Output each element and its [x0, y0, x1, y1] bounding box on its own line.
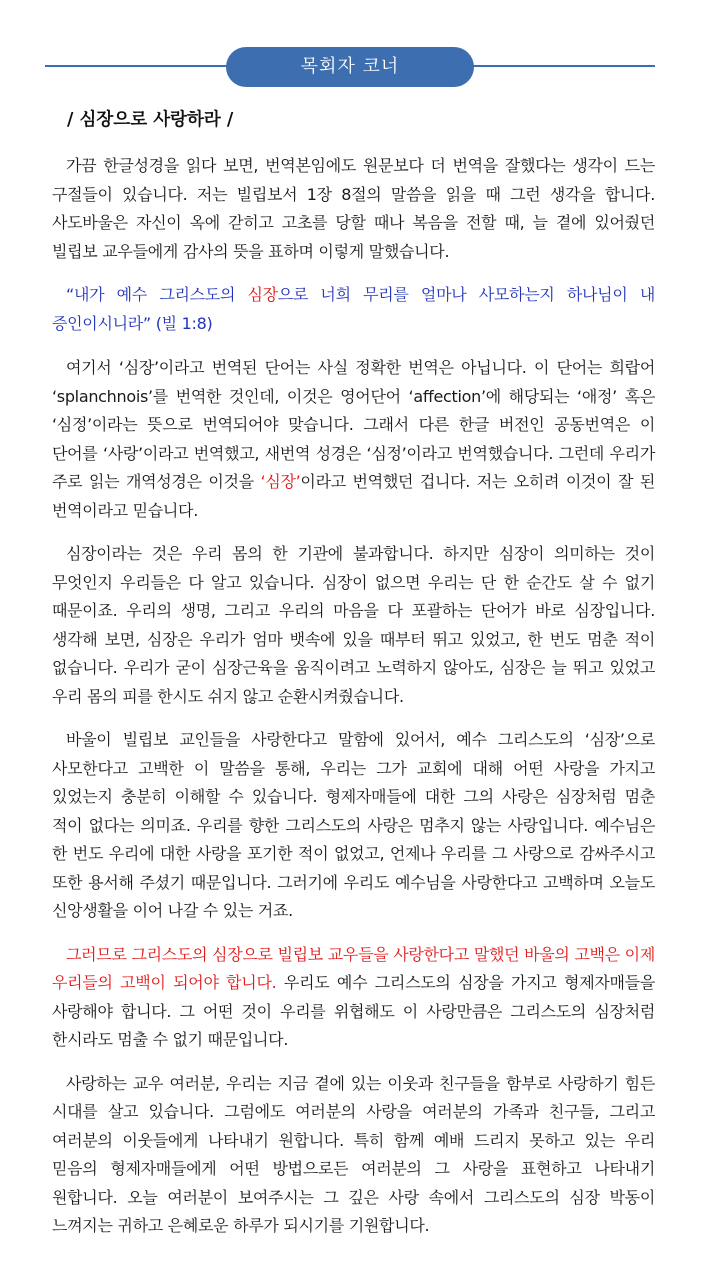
sermon-title: / 심장으로 사랑하라 / — [67, 110, 234, 130]
sermon-article — [52, 102, 655, 1256]
paragraph-1: 가끔 한글성경을 읽다 보면, 번역본임에도 원문보다 더 번역을 잘했다는 생각이 드는 구절들이 있습니다. 저는 빌립보서 1장 8절의 말씀을 읽을 때 그런 생각을 합니다. 사도바울은 자신이 옥에 갇히고 고초를 당할 때나 복음을 전할 때, 늘 곁에 있어줬던 빌립보 교우들에게 감사의 뜻을 표하며 이렇게 말했습니다. — [52, 156, 655, 261]
paragraph-5-after: 우리도 예수 그리스도의 심장을 가지고 형제자매들을 사랑해야 합니다. 그 어떤 것이 우리를 위협해도 이 사랑만큼은 그리스도의 심장처럼 한시라도 멈출 수 없기 때문입니다. — [52, 973, 655, 1049]
paragraph-5 — [52, 941, 655, 1055]
corner-label: 목회자 코너 — [300, 56, 400, 77]
scripture-quote — [52, 281, 655, 338]
paragraph-2-highlight: ‘심장’ — [260, 472, 301, 491]
quote-highlight: 심장 — [247, 285, 278, 304]
quote-text-before: “내가 예수 그리스도의 — [66, 285, 248, 304]
page-header — [0, 0, 705, 100]
quote-text-after: 으로 너희 무리를 얼마나 사모하는지 하나님이 내 증인이시니라” (빌 1:8) — [52, 285, 655, 333]
paragraph-6: 사랑하는 교우 여러분, 우리는 지금 곁에 있는 이웃과 친구들을 함부로 사랑하기 힘든 시대를 살고 있습니다. 그럼에도 여러분의 사랑을 여러분의 가족과 친구들, 그리고 여러분의 이웃들에게 나타내기 원합니다. 특히 함께 예배 드리지 못하고 있는 우리 믿음의 형제자매들에게 어떤 방법으로든 여러분의 그 사랑을 표현하고 나타내기 원합니다. 오늘 여러분이 보여주시는 그 깊은 사랑 속에서 그리스도의 심장 박동이 느껴지는 귀하고 은혜로운 하루가 되시기를 기원합니다. — [52, 1073, 655, 1235]
paragraph-4: 바울이 빌립보 교인들을 사랑한다고 말함에 있어서, 예수 그리스도의 ‘심장’으로 사모한다고 고백한 이 말씀을 통해, 우리는 그가 교회에 대해 어떤 사랑을 가지고 있었는지 충분히 이해할 수 있습니다. 형제자매들에 대한 그의 사랑은 심장처럼 멈춘 적이 없다는 의미죠. 우리를 향한 그리스도의 사랑은 멈추지 않는 사랑입니다. 예수님은 한 번도 우리에 대한 사랑을 포기한 적이 없었고, 언제나 우리를 그 사랑으로 감싸주시고 또한 용서해 주셨기 때문입니다. 그러기에 우리도 예수님을 사랑한다고 고백하며 오늘도 신앙생활을 이어 나갈 수 있는 거죠. — [52, 730, 655, 920]
paragraph-2 — [52, 354, 655, 525]
corner-label-badge — [226, 47, 474, 87]
paragraph-5-highlight: 그러므로 그리스도의 심장으로 빌립보 교우들을 사랑한다고 말했던 바울의 고백은 이제 우리들의 고백이 되어야 합니다. — [52, 944, 655, 992]
paragraph-2-after: 이라고 번역했던 겁니다. 저는 오히려 이것이 잘 된 번역이라고 믿습니다. — [52, 472, 655, 520]
paragraph-3: 심장이라는 것은 우리 몸의 한 기관에 불과합니다. 하지만 심장이 의미하는 것이 무엇인지 우리들은 다 알고 있습니다. 심장이 없으면 우리는 단 한 순간도 살 수 없기 때문이죠. 우리의 생명, 그리고 우리의 마음을 다 포괄하는 단어가 바로 심장입니다. 생각해 보면, 심장은 우리가 엄마 뱃속에 있을 때부터 뛰고 있었고, 한 번도 멈춘 적이 없습니다. 우리가 굳이 심장근육을 움직이려고 노력하지 않아도, 심장은 늘 뛰고 있었고 우리 몸의 피를 한시도 쉬지 않고 순환시켜줬습니다. — [52, 544, 655, 706]
paragraph-2-before: 여기서 ‘심장’이라고 번역된 단어는 사실 정확한 번역은 아닙니다. 이 단어는 희랍어 ‘splanchnois’를 번역한 것인데, 이것은 영어단어 ‘affection’에 해당되는 ‘애정’ 혹은 ‘심정’이라는 뜻으로 번역되어야 맞습니다. 그래서 다른 한글 버전인 공동번역은 이 단어를 ‘사랑’이라고 번역했고, 새번역 성경은 ‘심정’이라고 번역했습니다. 그런데 우리가 주로 읽는 개역성경은 이것을 — [52, 358, 655, 491]
